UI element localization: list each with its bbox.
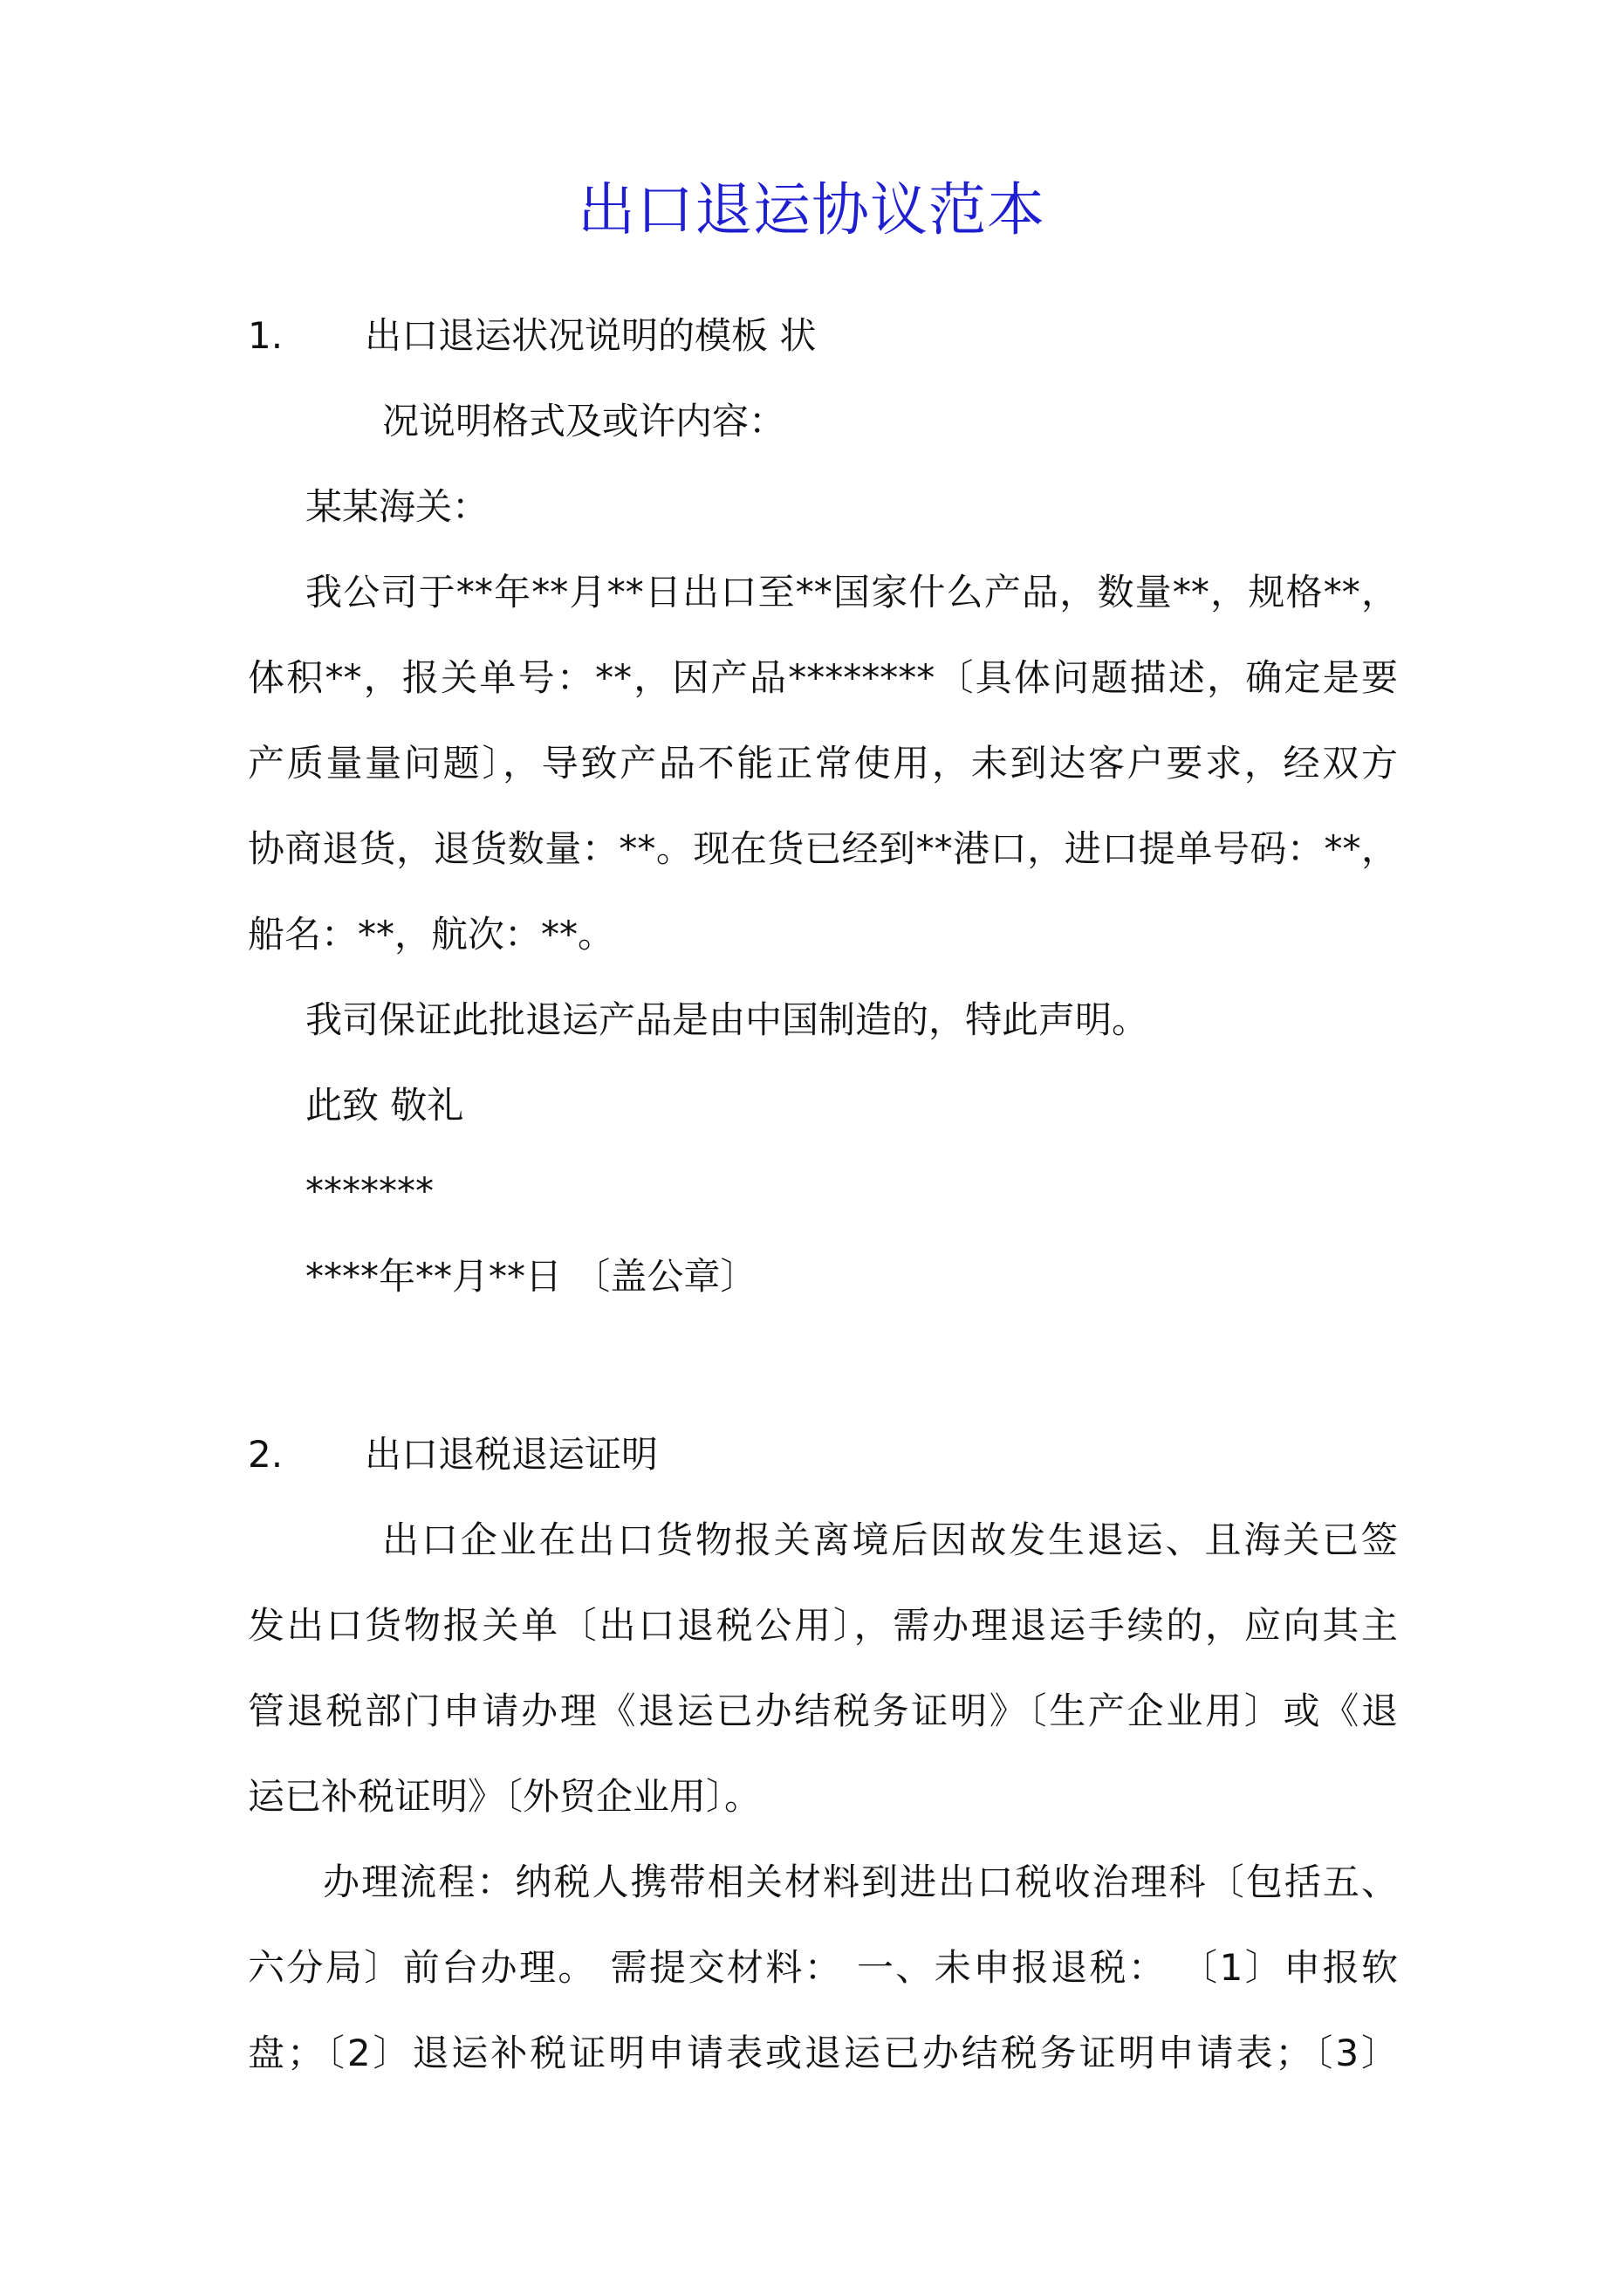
section2-para2-line: 办理流程：纳税人携带相关材料到进出口税收治理科〔包括五、: [323, 1861, 1398, 1903]
section1-heading-text: 出口退运状况说明的模板 状: [365, 314, 817, 357]
section1-para-line: 体积**，报关单号：**，因产品********〔具体问题描述，确定是要: [248, 656, 1398, 699]
section1-para-line: 船名：**，航次：**。: [248, 913, 615, 956]
section2-para1-line: 发出口货物报关单〔出口退税公用〕，需办理退运手续的，应向其主: [248, 1604, 1398, 1647]
section1-para-line: 产质量量问题〕，导致产品不能正常使用，未到达客户要求，经双方: [248, 742, 1398, 785]
date-seal-line: ****年**月**日 〔盖公章〕: [305, 1255, 757, 1298]
document-title: 出口退运协议范本: [578, 176, 1045, 243]
signature-placeholder: *******: [305, 1169, 434, 1212]
guarantee-statement: 我司保证此批退运产品是由中国制造的，特此声明。: [305, 998, 1149, 1041]
closing-salutation: 此致 敬礼: [305, 1084, 464, 1127]
section2-heading-text: 出口退税退运证明: [365, 1433, 659, 1476]
section2-para2-line: 六分局〕前台办理。 需提交材料： 一、未申报退税： 〔1〕申报软: [248, 1946, 1398, 1989]
section1-subheading: 况说明格式及或许内容：: [382, 400, 786, 442]
section2-heading: [248, 1412, 658, 1498]
section2-para1-line: 出口企业在出口货物报关离境后因故发生退运、且海关已签: [382, 1518, 1398, 1561]
section1-para-line: 我公司于**年**月**日出口至**国家什么产品，数量**，规格**，: [305, 571, 1398, 613]
section2-number: 2.: [248, 1433, 284, 1476]
section2-para1-line: 管退税部门申请办理《退运已办结税务证明》〔生产企业用〕或《退: [248, 1689, 1398, 1732]
section1-number: 1.: [248, 314, 284, 357]
section2-para1-line: 运已补税证明》〔外贸企业用〕。: [248, 1775, 762, 1818]
addressee: 某某海关：: [305, 485, 490, 528]
section1-heading: [248, 293, 816, 379]
section2-para2-line: 盘；〔2〕退运补税证明申请表或退运已办结税务证明申请表；〔3〕: [248, 2032, 1398, 2074]
section1-para-line: 协商退货，退货数量：**。现在货已经到**港口，进口提单号码：**，: [248, 827, 1398, 870]
